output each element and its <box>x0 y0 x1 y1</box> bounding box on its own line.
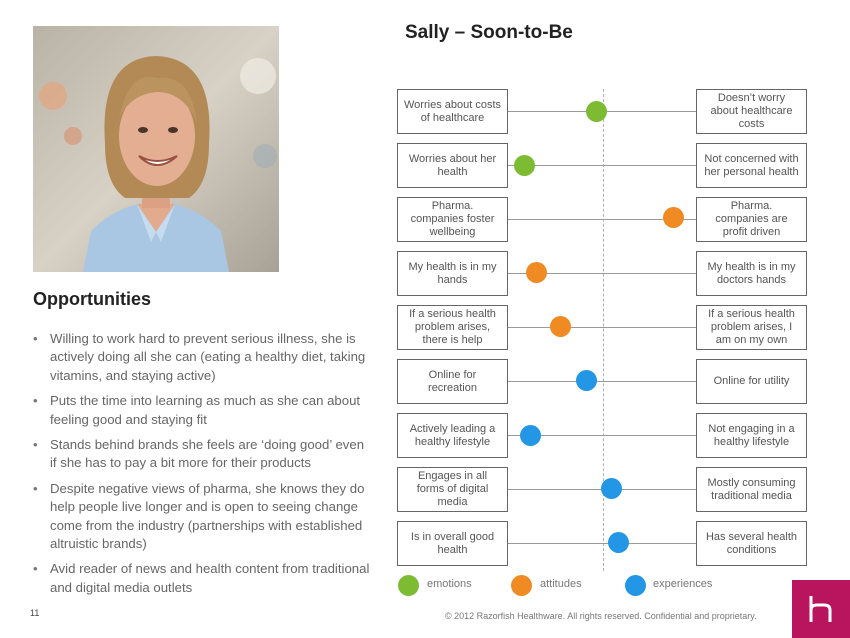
scale-left-label: Is in overall good health <box>397 521 508 566</box>
scale-midline <box>603 89 604 571</box>
copyright-notice: © 2012 Razorfish Healthware. All rights reserved. Confidential and proprietary. <box>445 611 757 621</box>
opportunity-item: • Willing to work hard to prevent serious illness, she is actively doing all she can (eating a healthy diet, taking vitamins, and staying active) <box>33 330 373 385</box>
legend-dot-emotions <box>398 575 419 596</box>
scale-marker-emotions <box>586 101 607 122</box>
legend-dot-experiences <box>625 575 646 596</box>
scale-right-label: My health is in my doctors hands <box>696 251 807 296</box>
opportunity-item: • Despite negative views of pharma, she knows they do help people live longer and is open to seeing change come from the industry (partnerships with established altruistic brands) <box>33 480 373 554</box>
scale-right-label: Doesn’t worry about healthcare costs <box>696 89 807 134</box>
legend-label-experiences: experiences <box>653 578 713 590</box>
scale-left-label: My health is in my hands <box>397 251 508 296</box>
scale-right-label: Mostly consuming traditional media <box>696 467 807 512</box>
opportunities-list <box>33 330 373 604</box>
scale-right-label: Not engaging in a healthy lifestyle <box>696 413 807 458</box>
scale-left-label: If a serious health problem arises, there is help <box>397 305 508 350</box>
scale-left-label: Pharma. companies foster wellbeing <box>397 197 508 242</box>
scale-marker-experiences <box>601 478 622 499</box>
opportunities-heading: Opportunities <box>33 289 151 309</box>
slide-number: 11 <box>30 608 40 618</box>
scale-left-label: Engages in all forms of digital media <box>397 467 508 512</box>
persona-title: Sally – Soon-to-Be <box>405 22 573 43</box>
scale-line <box>508 543 696 544</box>
scale-right-label: Has several health conditions <box>696 521 807 566</box>
legend-label-attitudes: attitudes <box>540 578 582 590</box>
scale-marker-experiences <box>520 425 541 446</box>
opportunity-item: • Avid reader of news and health content from traditional and digital media outlets <box>33 560 373 597</box>
legend-dot-attitudes <box>511 575 532 596</box>
scale-line <box>508 165 696 166</box>
scale-marker-experiences <box>608 532 629 553</box>
persona-photo <box>33 26 279 272</box>
scale-marker-experiences <box>576 370 597 391</box>
scale-left-label: Online for recreation <box>397 359 508 404</box>
scale-right-label: If a serious health problem arises, I am on my own <box>696 305 807 350</box>
brand-h-icon <box>809 594 833 624</box>
scale-marker-emotions <box>514 155 535 176</box>
scale-left-label: Worries about her health <box>397 143 508 188</box>
scale-marker-attitudes <box>663 207 684 228</box>
scale-right-label: Online for utility <box>696 359 807 404</box>
scale-left-label: Worries about costs of healthcare <box>397 89 508 134</box>
opportunity-item: • Stands behind brands she feels are ‘doing good’ even if she has to pay a bit more for their products <box>33 436 373 473</box>
brand-logo <box>792 580 850 638</box>
legend-label-emotions: emotions <box>427 578 472 590</box>
scale-marker-attitudes <box>526 262 547 283</box>
scale-right-label: Pharma. companies are profit driven <box>696 197 807 242</box>
scale-marker-attitudes <box>550 316 571 337</box>
scale-right-label: Not concerned with her personal health <box>696 143 807 188</box>
opportunity-item: • Puts the time into learning as much as she can about feeling good and staying fit <box>33 392 373 429</box>
scale-line <box>508 381 696 382</box>
scale-line <box>508 327 696 328</box>
scale-left-label: Actively leading a healthy lifestyle <box>397 413 508 458</box>
